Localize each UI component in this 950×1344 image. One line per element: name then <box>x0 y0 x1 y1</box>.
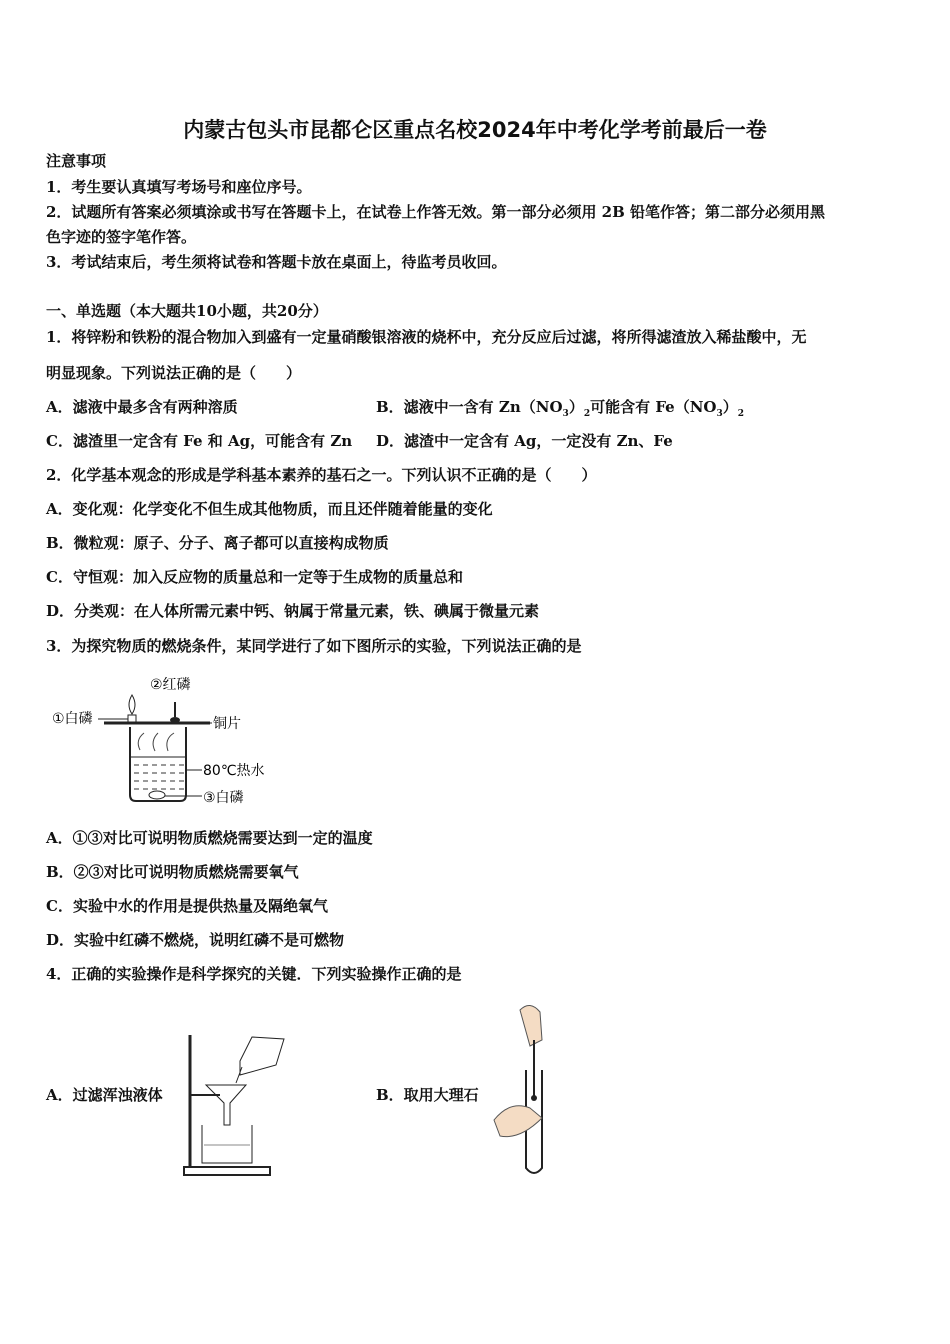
label-copper-sheet: 铜片 <box>213 716 241 732</box>
label-white-phosphorus-1: ①白磷 <box>52 711 93 727</box>
label-white-phosphorus-3: ③白磷 <box>203 790 244 806</box>
q2-option-c: C．守恒观：加入反应物的质量总和一定等于生成物的质量总和 <box>46 568 463 586</box>
q1-option-d: D．滤渣中一定含有 Ag，一定没有 Zn、Fe <box>376 432 673 450</box>
q3-option-a: A．①③对比可说明物质燃烧需要达到一定的温度 <box>46 829 373 847</box>
q1-option-c: C．滤渣里一定含有 Fe 和 Ag，可能含有 Zn <box>46 432 353 450</box>
q3-option-c: C．实验中水的作用是提供热量及隔绝氧气 <box>46 897 328 915</box>
q1-stem: 明显现象。下列说法正确的是（ ） <box>46 364 302 382</box>
q3-stem: 3．为探究物质的燃烧条件，某同学进行了如下图所示的实验，下列说法正确的是 <box>46 637 582 655</box>
q4-option-b: B．取用大理石 <box>376 1086 479 1104</box>
q3-option-b: B．②③对比可说明物质燃烧需要氧气 <box>46 863 299 881</box>
section-heading: 一、单选题（本大题共10小题，共20分） <box>46 302 328 320</box>
take-marble-figure <box>490 1000 570 1180</box>
q3-option-d: D．实验中红磷不燃烧，说明红磷不是可燃物 <box>46 931 345 949</box>
page-title: 内蒙古包头市昆都仑区重点名校2024年中考化学考前最后一卷 <box>183 118 767 142</box>
label-hot-water: 80℃热水 <box>203 763 265 779</box>
q1-option-a: A．滤液中最多含有两种溶质 <box>46 398 238 416</box>
notice-item: 2．试题所有答案必须填涂或书写在答题卡上，在试卷上作答无效。第一部分必须用 2B 铅笔作答；第二部分必须用黑 <box>46 203 826 221</box>
filtration-figure <box>180 1025 290 1180</box>
q2-option-b: B．微粒观：原子、分子、离子都可以直接构成物质 <box>46 534 389 552</box>
q1-option-b: B．滤液中一含有 $Zn(NO_3)_2$可能含有 $Fe(NO_3)_2$ <box>376 398 745 419</box>
q2-option-a: A．变化观：化学变化不但生成其他物质，而且还伴随着能量的变化 <box>46 500 493 518</box>
label-red-phosphorus: ②红磷 <box>150 677 191 693</box>
q2-option-d: D．分类观：在人体所需元素中钙、钠属于常量元素，铁、碘属于微量元素 <box>46 602 540 620</box>
combustion-experiment-figure <box>40 665 300 810</box>
q4-option-a: A．过滤浑浊液体 <box>46 1086 163 1104</box>
notice-item: 3．考试结束后，考生须将试卷和答题卡放在桌面上，待监考员收回。 <box>46 253 507 271</box>
notice-item: 1．考生要认真填写考场号和座位序号。 <box>46 178 312 196</box>
notice-heading: 注意事项 <box>46 152 107 170</box>
q4-stem: 4．正确的实验操作是科学探究的关键．下列实验操作正确的是 <box>46 965 462 983</box>
q1-stem: 1．将锌粉和铁粉的混合物加入到盛有一定量硝酸银溶液的烧杯中，充分反应后过滤，将所得滤渣放入稀盐酸中，无 <box>46 328 807 346</box>
notice-item: 色字迹的签字笔作答。 <box>46 228 197 246</box>
q2-stem: 2．化学基本观念的形成是学科基本素养的基石之一。下列认识不正确的是（ ） <box>46 466 597 484</box>
